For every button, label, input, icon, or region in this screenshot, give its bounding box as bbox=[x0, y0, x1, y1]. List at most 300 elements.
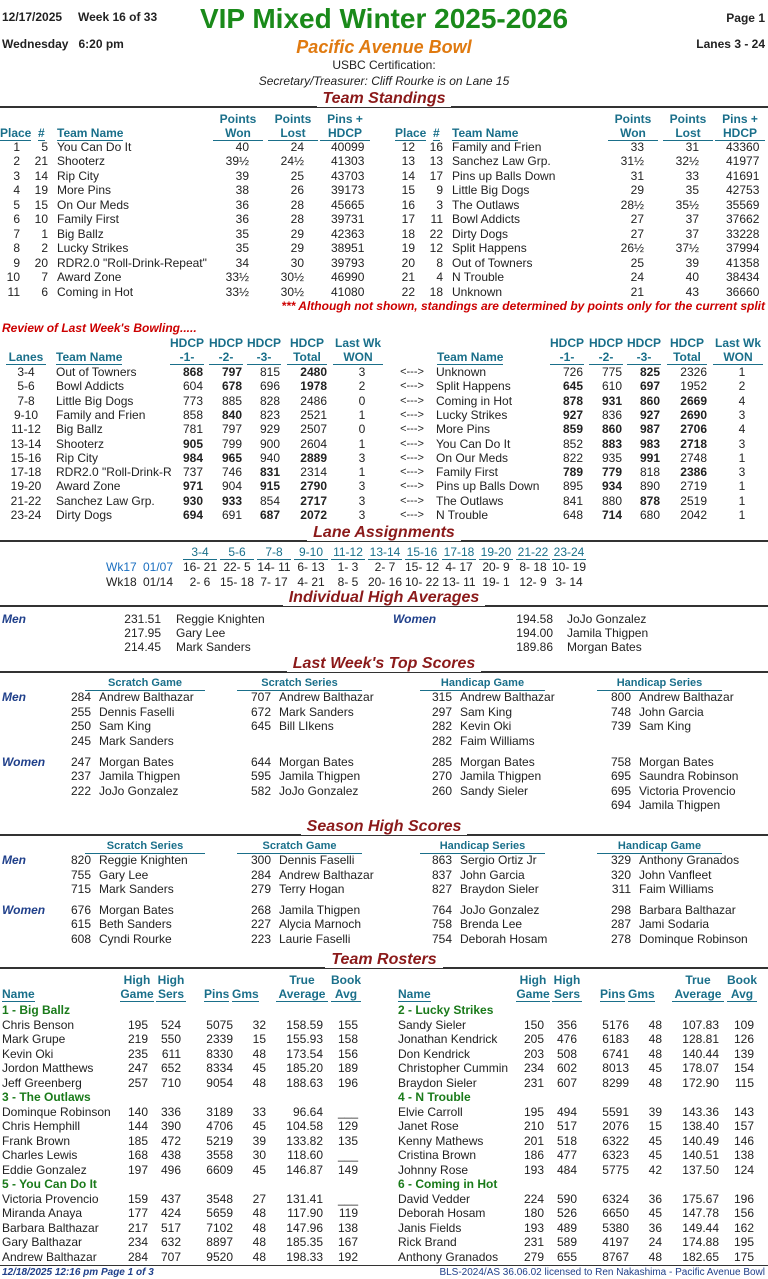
team-roster-title: 5 - You Can Do It bbox=[2, 1177, 97, 1191]
player-name: Janis Fields bbox=[398, 1220, 462, 1235]
lane-pair-header: 13-14 bbox=[369, 545, 401, 559]
score-cell: 827 bbox=[431, 882, 452, 897]
player-name: Barbara Balthazar bbox=[2, 1220, 99, 1235]
total-cell: 2719 bbox=[680, 479, 707, 494]
game-score-cell: 823 bbox=[259, 407, 280, 422]
header-true-average: Average bbox=[276, 987, 328, 1002]
header-hdcp: HDCP bbox=[247, 336, 282, 350]
team-number-cell: 9 bbox=[436, 183, 443, 198]
header-high-series: High bbox=[553, 973, 581, 987]
team-number-cell: 22 bbox=[429, 226, 443, 241]
bowler-name: Morgan Bates bbox=[279, 755, 354, 769]
pins-cell: 8897 bbox=[206, 1235, 233, 1249]
score-cell: 222 bbox=[70, 783, 91, 798]
game-score-cell: 900 bbox=[259, 436, 280, 451]
true-average-cell: 155.93 bbox=[286, 1032, 323, 1046]
team-number-cell: 6 bbox=[41, 284, 48, 299]
score-cell: 329 bbox=[610, 853, 631, 867]
game-score-cell: 971 bbox=[182, 479, 203, 494]
high-series-cell: 590 bbox=[556, 1191, 577, 1206]
game-score-cell: 678 bbox=[221, 379, 242, 394]
pins-cell: 5176 bbox=[602, 1017, 629, 1032]
game-score-cell: 929 bbox=[259, 422, 280, 437]
header-points-won: Won bbox=[213, 126, 263, 141]
place-cell: 22 bbox=[401, 284, 415, 299]
games-cell: 48 bbox=[252, 1046, 266, 1061]
bowler-name: Braydon Sieler bbox=[460, 882, 539, 897]
score-cell: 863 bbox=[431, 853, 452, 867]
score-cell: 755 bbox=[70, 867, 91, 882]
score-cell: 279 bbox=[250, 882, 271, 897]
place-cell: 19 bbox=[401, 241, 415, 256]
game-score-cell: 880 bbox=[601, 493, 622, 508]
lanes-cell: 23-24 bbox=[10, 508, 42, 522]
team-name-cell: Family and Frien bbox=[56, 407, 146, 422]
place-cell: 10 bbox=[6, 270, 20, 285]
bowler-name: Jamila Thigpen bbox=[279, 903, 361, 917]
lane-pair-cell: 2- 7 bbox=[374, 560, 396, 574]
score-cell: 676 bbox=[70, 903, 91, 917]
week-label: Week 16 of 33 bbox=[78, 10, 158, 24]
team-number-cell: 10 bbox=[34, 212, 48, 227]
pins-cell: 3189 bbox=[206, 1104, 233, 1119]
game-score-cell: 934 bbox=[601, 479, 622, 494]
header-lanes: Lanes bbox=[6, 350, 46, 365]
team-number-cell: 18 bbox=[429, 284, 443, 299]
player-name: David Vedder bbox=[398, 1191, 471, 1206]
total-cell: 2314 bbox=[300, 465, 327, 480]
pins-hdcp-cell: 39173 bbox=[331, 183, 365, 198]
points-won-cell: 35 bbox=[235, 226, 249, 241]
team-name-cell: On Our Meds bbox=[436, 450, 509, 465]
pins-hdcp-cell: 46990 bbox=[331, 270, 365, 285]
pins-hdcp-cell: 38434 bbox=[726, 270, 760, 285]
points-lost-cell: 25 bbox=[290, 168, 304, 183]
bowler-name: Sam King bbox=[460, 704, 513, 719]
header-hdcp: HDCP bbox=[627, 336, 662, 350]
games-cell: 36 bbox=[648, 1220, 662, 1235]
player-name: Jonathan Kendrick bbox=[398, 1032, 498, 1046]
total-cell: 2690 bbox=[680, 407, 707, 422]
high-game-cell: 168 bbox=[127, 1148, 148, 1162]
week-label: Wk17 bbox=[106, 560, 137, 574]
high-series-cell: 477 bbox=[556, 1148, 577, 1162]
lane-pair-header: 5-6 bbox=[220, 545, 254, 560]
bowler-name: JoJo Gonzalez bbox=[279, 783, 359, 798]
women-label: Women bbox=[2, 903, 46, 917]
pins-cell: 8299 bbox=[602, 1075, 629, 1090]
score-cell: 260 bbox=[431, 783, 452, 798]
game-score-cell: 854 bbox=[259, 493, 280, 508]
team-roster-title: 6 - Coming in Hot bbox=[398, 1177, 498, 1191]
team-number-cell: 21 bbox=[34, 154, 48, 169]
header-name: Name bbox=[398, 987, 431, 1001]
lane-pair-cell: 8- 5 bbox=[337, 575, 359, 589]
won-cell: 1 bbox=[738, 479, 746, 494]
team-name-cell: N Trouble bbox=[436, 508, 489, 522]
team-name-cell: The Outlaws bbox=[436, 493, 504, 508]
page-number: Page 1 bbox=[726, 11, 765, 25]
bowler-name: Andrew Balthazar bbox=[279, 867, 374, 882]
week-date: 01/14 bbox=[143, 575, 174, 589]
lane-pair-cell: 20- 9 bbox=[482, 560, 510, 574]
team-name-cell: Dirty Dogs bbox=[452, 226, 509, 241]
pins-hdcp-cell: 42363 bbox=[331, 226, 365, 241]
total-cell: 2486 bbox=[300, 393, 327, 408]
score-cell: 644 bbox=[250, 755, 271, 769]
points-won-cell: 21 bbox=[630, 284, 644, 299]
game-score-cell: 927 bbox=[562, 407, 583, 422]
points-won-cell: 31 bbox=[630, 168, 644, 183]
lanes-title: Lane Assignments bbox=[0, 524, 768, 542]
true-average-cell: 143.36 bbox=[682, 1104, 719, 1119]
bowler-name: Bill LIkens bbox=[279, 719, 334, 734]
team-name-cell: Family First bbox=[436, 465, 498, 480]
points-won-cell: 39 bbox=[235, 168, 249, 183]
game-score-cell: 984 bbox=[182, 450, 203, 465]
pins-hdcp-cell: 37994 bbox=[726, 241, 760, 256]
high-series-cell: 356 bbox=[556, 1017, 577, 1032]
standings-title: Team Standings bbox=[0, 90, 768, 108]
versus-cell: <---> bbox=[400, 366, 424, 378]
bowler-name: Sandy Sieler bbox=[460, 783, 529, 798]
true-average-cell: 173.54 bbox=[286, 1046, 323, 1061]
score-cell: 748 bbox=[610, 704, 631, 719]
pins-hdcp-cell: 41691 bbox=[726, 168, 760, 183]
player-name: Kenny Mathews bbox=[398, 1133, 484, 1148]
pins-cell: 8334 bbox=[206, 1061, 233, 1075]
header-points-lost: Lost bbox=[663, 126, 713, 141]
place-cell: 20 bbox=[401, 255, 415, 270]
bowler-name: Morgan Bates bbox=[99, 903, 174, 917]
game-score-cell: 878 bbox=[639, 493, 660, 508]
versus-cell: <---> bbox=[400, 408, 424, 421]
pins-cell: 3558 bbox=[206, 1148, 233, 1162]
average-cell: 217.95 bbox=[124, 626, 161, 640]
header-num: # bbox=[38, 126, 45, 140]
games-cell: 15 bbox=[648, 1119, 662, 1133]
place-cell: 14 bbox=[401, 168, 415, 183]
total-cell: 2521 bbox=[300, 407, 327, 422]
lane-pair-header: 11-12 bbox=[331, 545, 365, 560]
player-name: Miranda Anaya bbox=[2, 1206, 83, 1220]
score-cell: 237 bbox=[70, 769, 91, 784]
bowler-name: Jamila Thigpen bbox=[567, 626, 649, 640]
points-lost-cell: 37½ bbox=[675, 241, 699, 256]
score-cell: 695 bbox=[610, 783, 631, 798]
score-cell: 297 bbox=[431, 704, 452, 719]
pins-cell: 5075 bbox=[206, 1017, 233, 1032]
player-name: Anthony Granados bbox=[398, 1249, 499, 1264]
game-score-cell: 604 bbox=[182, 379, 203, 394]
team-name-cell: Lucky Strikes bbox=[57, 241, 129, 256]
header-place: Place bbox=[395, 126, 427, 140]
team-name-cell: You Can Do It bbox=[436, 436, 511, 451]
book-average-cell: 196 bbox=[733, 1191, 754, 1206]
place-cell: 3 bbox=[13, 168, 20, 183]
points-won-cell: 36 bbox=[235, 212, 249, 227]
usbc-cert: USBC Certification: bbox=[332, 58, 436, 72]
pins-hdcp-cell: 38951 bbox=[331, 241, 365, 256]
header-team-name: Team Name bbox=[437, 350, 504, 364]
bowler-name: Mark Sanders bbox=[176, 640, 251, 654]
high-game-cell: 195 bbox=[127, 1017, 148, 1032]
player-name: Janet Rose bbox=[398, 1119, 459, 1133]
team-number-cell: 7 bbox=[41, 270, 48, 285]
team-name-cell: Unknown bbox=[436, 365, 487, 379]
game-score-cell: 781 bbox=[182, 422, 203, 437]
game-score-cell: 883 bbox=[601, 436, 622, 451]
place-cell: 6 bbox=[13, 212, 20, 227]
pins-hdcp-cell: 41080 bbox=[331, 284, 365, 299]
book-average-cell: 162 bbox=[733, 1220, 754, 1235]
pins-hdcp-cell: 41358 bbox=[726, 255, 760, 270]
game-score-cell: 818 bbox=[639, 465, 660, 480]
pins-cell: 6609 bbox=[206, 1162, 233, 1177]
lane-pair-header: 7-8 bbox=[257, 545, 291, 560]
high-series-cell: 424 bbox=[160, 1206, 181, 1220]
place-cell: 7 bbox=[13, 226, 20, 241]
games-cell: 45 bbox=[648, 1133, 662, 1148]
standings-note: *** Although not shown, standings are determined by points only for the current split bbox=[281, 299, 765, 313]
true-average-cell: 104.58 bbox=[286, 1119, 323, 1133]
place-cell: 16 bbox=[401, 197, 415, 212]
book-average-cell: 135 bbox=[337, 1133, 358, 1148]
header-pins-hdcp: HDCP bbox=[320, 126, 370, 141]
header-pins-hdcp: Pins + bbox=[722, 112, 758, 126]
games-cell: 48 bbox=[648, 1075, 662, 1090]
lane-pair-cell: 12- 9 bbox=[519, 575, 547, 589]
team-roster-title: 4 - N Trouble bbox=[398, 1090, 471, 1104]
won-cell: 1 bbox=[358, 436, 366, 451]
player-name: Rick Brand bbox=[398, 1235, 457, 1249]
bowler-name: Mark Sanders bbox=[99, 882, 174, 897]
lane-pair-cell: 1- 3 bbox=[337, 560, 359, 574]
bowler-name: Andrew Balthazar bbox=[639, 690, 734, 704]
bowler-name: John Vanfleet bbox=[639, 867, 712, 882]
player-name: Deborah Hosam bbox=[398, 1206, 486, 1220]
book-average-cell: 189 bbox=[337, 1061, 358, 1075]
player-name: Victoria Provencio bbox=[2, 1191, 99, 1206]
header-hdcp: HDCP bbox=[589, 336, 624, 350]
lane-pair-cell: 7- 17 bbox=[260, 575, 288, 589]
bowler-name: Jamila Thigpen bbox=[639, 798, 721, 813]
score-cell: 250 bbox=[70, 719, 91, 734]
true-average-cell: 147.96 bbox=[286, 1220, 323, 1235]
book-average-cell: 156 bbox=[337, 1046, 358, 1061]
header-total: Total bbox=[667, 350, 707, 365]
true-average-cell: 138.40 bbox=[682, 1119, 719, 1133]
total-cell: 1952 bbox=[680, 379, 707, 394]
points-won-cell: 29 bbox=[630, 183, 644, 198]
games-cell: 45 bbox=[648, 1206, 662, 1220]
header-hdcp: HDCP bbox=[209, 336, 244, 350]
book-average-cell: 175 bbox=[733, 1249, 754, 1264]
points-won-cell: 35 bbox=[235, 241, 249, 256]
lanes-cell: 21-22 bbox=[10, 493, 42, 508]
book-average-cell: 124 bbox=[733, 1162, 754, 1177]
team-number-cell: 3 bbox=[436, 197, 443, 212]
pins-hdcp-cell: 43360 bbox=[726, 140, 760, 154]
score-cell: 278 bbox=[610, 931, 631, 946]
team-name-cell: Family First bbox=[57, 212, 119, 227]
game-score-cell: 859 bbox=[562, 422, 583, 437]
won-cell: 0 bbox=[358, 393, 366, 408]
place-cell: 8 bbox=[13, 241, 20, 256]
true-average-cell: 107.83 bbox=[682, 1017, 719, 1032]
team-roster-title: 3 - The Outlaws bbox=[2, 1090, 91, 1104]
won-cell: 0 bbox=[358, 422, 366, 437]
pins-cell: 2076 bbox=[602, 1119, 629, 1133]
pins-hdcp-cell: 43703 bbox=[331, 168, 365, 183]
average-cell: 231.51 bbox=[124, 612, 161, 626]
lane-pair-cell: 22- 5 bbox=[223, 560, 251, 574]
team-name-cell: Out of Towners bbox=[56, 365, 137, 379]
lanes-cell: 7-8 bbox=[17, 393, 35, 408]
game-score-cell: 878 bbox=[562, 393, 583, 408]
score-cell: 282 bbox=[431, 719, 452, 734]
pins-cell: 5219 bbox=[206, 1133, 233, 1148]
pins-cell: 8767 bbox=[602, 1249, 629, 1264]
high-series-cell: 602 bbox=[556, 1061, 577, 1075]
won-cell: 3 bbox=[358, 450, 366, 465]
game-score-cell: 773 bbox=[182, 393, 203, 408]
high-game-cell: 231 bbox=[523, 1075, 544, 1090]
points-lost-cell: 29 bbox=[290, 241, 304, 256]
score-cell: 758 bbox=[610, 755, 631, 769]
game-score-cell: 680 bbox=[639, 508, 660, 522]
points-lost-cell: 40 bbox=[685, 270, 699, 285]
book-average-cell: ___ bbox=[337, 1191, 358, 1206]
team-name-cell: Rip City bbox=[56, 450, 99, 465]
bowler-name: Morgan Bates bbox=[639, 755, 714, 769]
book-average-cell: 155 bbox=[337, 1017, 358, 1032]
player-name: Christopher Cummin bbox=[398, 1061, 509, 1075]
won-cell: 3 bbox=[738, 436, 746, 451]
pins-cell: 4706 bbox=[206, 1119, 233, 1133]
league-title: VIP Mixed Winter 2025-2026 bbox=[199, 3, 569, 34]
bowler-name: Sam King bbox=[99, 719, 152, 734]
place-cell: 2 bbox=[13, 154, 20, 169]
header-last-week: Last Wk bbox=[334, 336, 381, 350]
team-number-cell: 8 bbox=[436, 255, 443, 270]
game-score-cell: 841 bbox=[562, 493, 583, 508]
points-lost-cell: 24 bbox=[290, 140, 304, 154]
lane-pair-header: 9-10 bbox=[294, 545, 328, 560]
lanes-range: Lanes 3 - 24 bbox=[696, 37, 765, 51]
game-score-cell: 927 bbox=[639, 407, 660, 422]
book-average-cell: 154 bbox=[733, 1061, 754, 1075]
score-cell: 284 bbox=[250, 867, 271, 882]
score-cell: 223 bbox=[250, 931, 271, 946]
game-score-cell: 840 bbox=[221, 407, 242, 422]
high-game-cell: 219 bbox=[127, 1032, 148, 1046]
header-high-series: Sers bbox=[157, 987, 185, 1001]
lane-pair-cell: 10- 22 bbox=[404, 575, 440, 589]
game-score-cell: 935 bbox=[601, 450, 622, 465]
lane-pair-cell: 2- 6 bbox=[189, 575, 211, 589]
games-cell: 27 bbox=[252, 1191, 266, 1206]
place-cell: 9 bbox=[13, 255, 20, 270]
points-lost-cell: 24½ bbox=[280, 154, 304, 169]
team-name-cell: Split Happens bbox=[436, 379, 511, 394]
column-header: Scratch Series bbox=[85, 840, 205, 854]
header-pins-hdcp: HDCP bbox=[715, 126, 765, 141]
header-high-game: High bbox=[123, 973, 151, 987]
bowler-name: Morgan Bates bbox=[99, 755, 174, 769]
pins-cell: 6650 bbox=[602, 1206, 629, 1220]
lane-pair-header: 19-20 bbox=[480, 545, 512, 559]
true-average-cell: 174.88 bbox=[682, 1235, 719, 1249]
true-average-cell: 178.07 bbox=[682, 1061, 719, 1075]
book-average-cell: 115 bbox=[734, 1075, 754, 1090]
high-game-cell: 231 bbox=[523, 1235, 544, 1249]
team-name-cell: Unknown bbox=[452, 284, 503, 299]
points-won-cell: 27 bbox=[630, 212, 644, 227]
high-series-cell: 496 bbox=[160, 1162, 181, 1177]
game-score-cell: 726 bbox=[562, 365, 583, 379]
game-score-cell: 987 bbox=[639, 422, 660, 437]
games-cell: 48 bbox=[252, 1249, 266, 1264]
team-name-cell: Lucky Strikes bbox=[436, 407, 508, 422]
team-name-cell: Split Happens bbox=[452, 241, 527, 256]
week-label: Wk18 bbox=[106, 575, 137, 589]
points-won-cell: 24 bbox=[630, 270, 644, 285]
bowler-name: Dominque Robinson bbox=[639, 931, 748, 946]
game-score-cell: 904 bbox=[221, 479, 242, 494]
game-score-cell: 860 bbox=[601, 422, 622, 437]
score-cell: 739 bbox=[610, 719, 631, 734]
header-name: Name bbox=[2, 987, 35, 1001]
team-number-cell: 20 bbox=[34, 255, 48, 270]
header-team-name: Team Name bbox=[57, 126, 124, 140]
header-points-won: Won bbox=[608, 126, 658, 141]
score-cell: 315 bbox=[431, 690, 452, 704]
lane-pair-cell: 19- 1 bbox=[482, 575, 510, 589]
game-score-cell: 858 bbox=[182, 407, 203, 422]
player-name: Chris Hemphill bbox=[2, 1119, 81, 1133]
high-series-cell: 437 bbox=[160, 1191, 181, 1206]
team-name-cell: Coming in Hot bbox=[436, 393, 513, 408]
high-game-cell: 193 bbox=[523, 1162, 544, 1177]
total-cell: 2889 bbox=[300, 450, 327, 465]
points-won-cell: 25 bbox=[630, 255, 644, 270]
column-header: Handicap Series bbox=[597, 677, 722, 691]
won-cell: 1 bbox=[738, 450, 746, 465]
bowler-name: Deborah Hosam bbox=[460, 931, 548, 946]
points-won-cell: 36 bbox=[235, 197, 249, 212]
place-cell: 15 bbox=[401, 183, 415, 198]
points-won-cell: 26½ bbox=[620, 241, 644, 256]
header-game: -3- bbox=[627, 350, 661, 365]
lanes-cell: 5-6 bbox=[17, 379, 35, 394]
pins-cell: 5775 bbox=[602, 1162, 629, 1177]
score-cell: 707 bbox=[250, 690, 271, 704]
high-game-cell: 193 bbox=[523, 1220, 544, 1235]
score-cell: 282 bbox=[431, 733, 452, 748]
place-cell: 21 bbox=[401, 270, 415, 285]
points-lost-cell: 37 bbox=[685, 212, 699, 227]
header-total: Total bbox=[287, 350, 327, 365]
points-lost-cell: 35½ bbox=[675, 197, 699, 212]
team-name-cell: Little Big Dogs bbox=[452, 183, 530, 198]
high-series-cell: 632 bbox=[160, 1235, 181, 1249]
versus-cell: <---> bbox=[400, 494, 424, 507]
versus-cell: <---> bbox=[400, 394, 424, 407]
game-score-cell: 746 bbox=[221, 465, 242, 480]
team-name-cell: Sanchez Law Grp. bbox=[452, 154, 551, 169]
team-name-cell: Pins up Balls Down bbox=[436, 479, 540, 494]
